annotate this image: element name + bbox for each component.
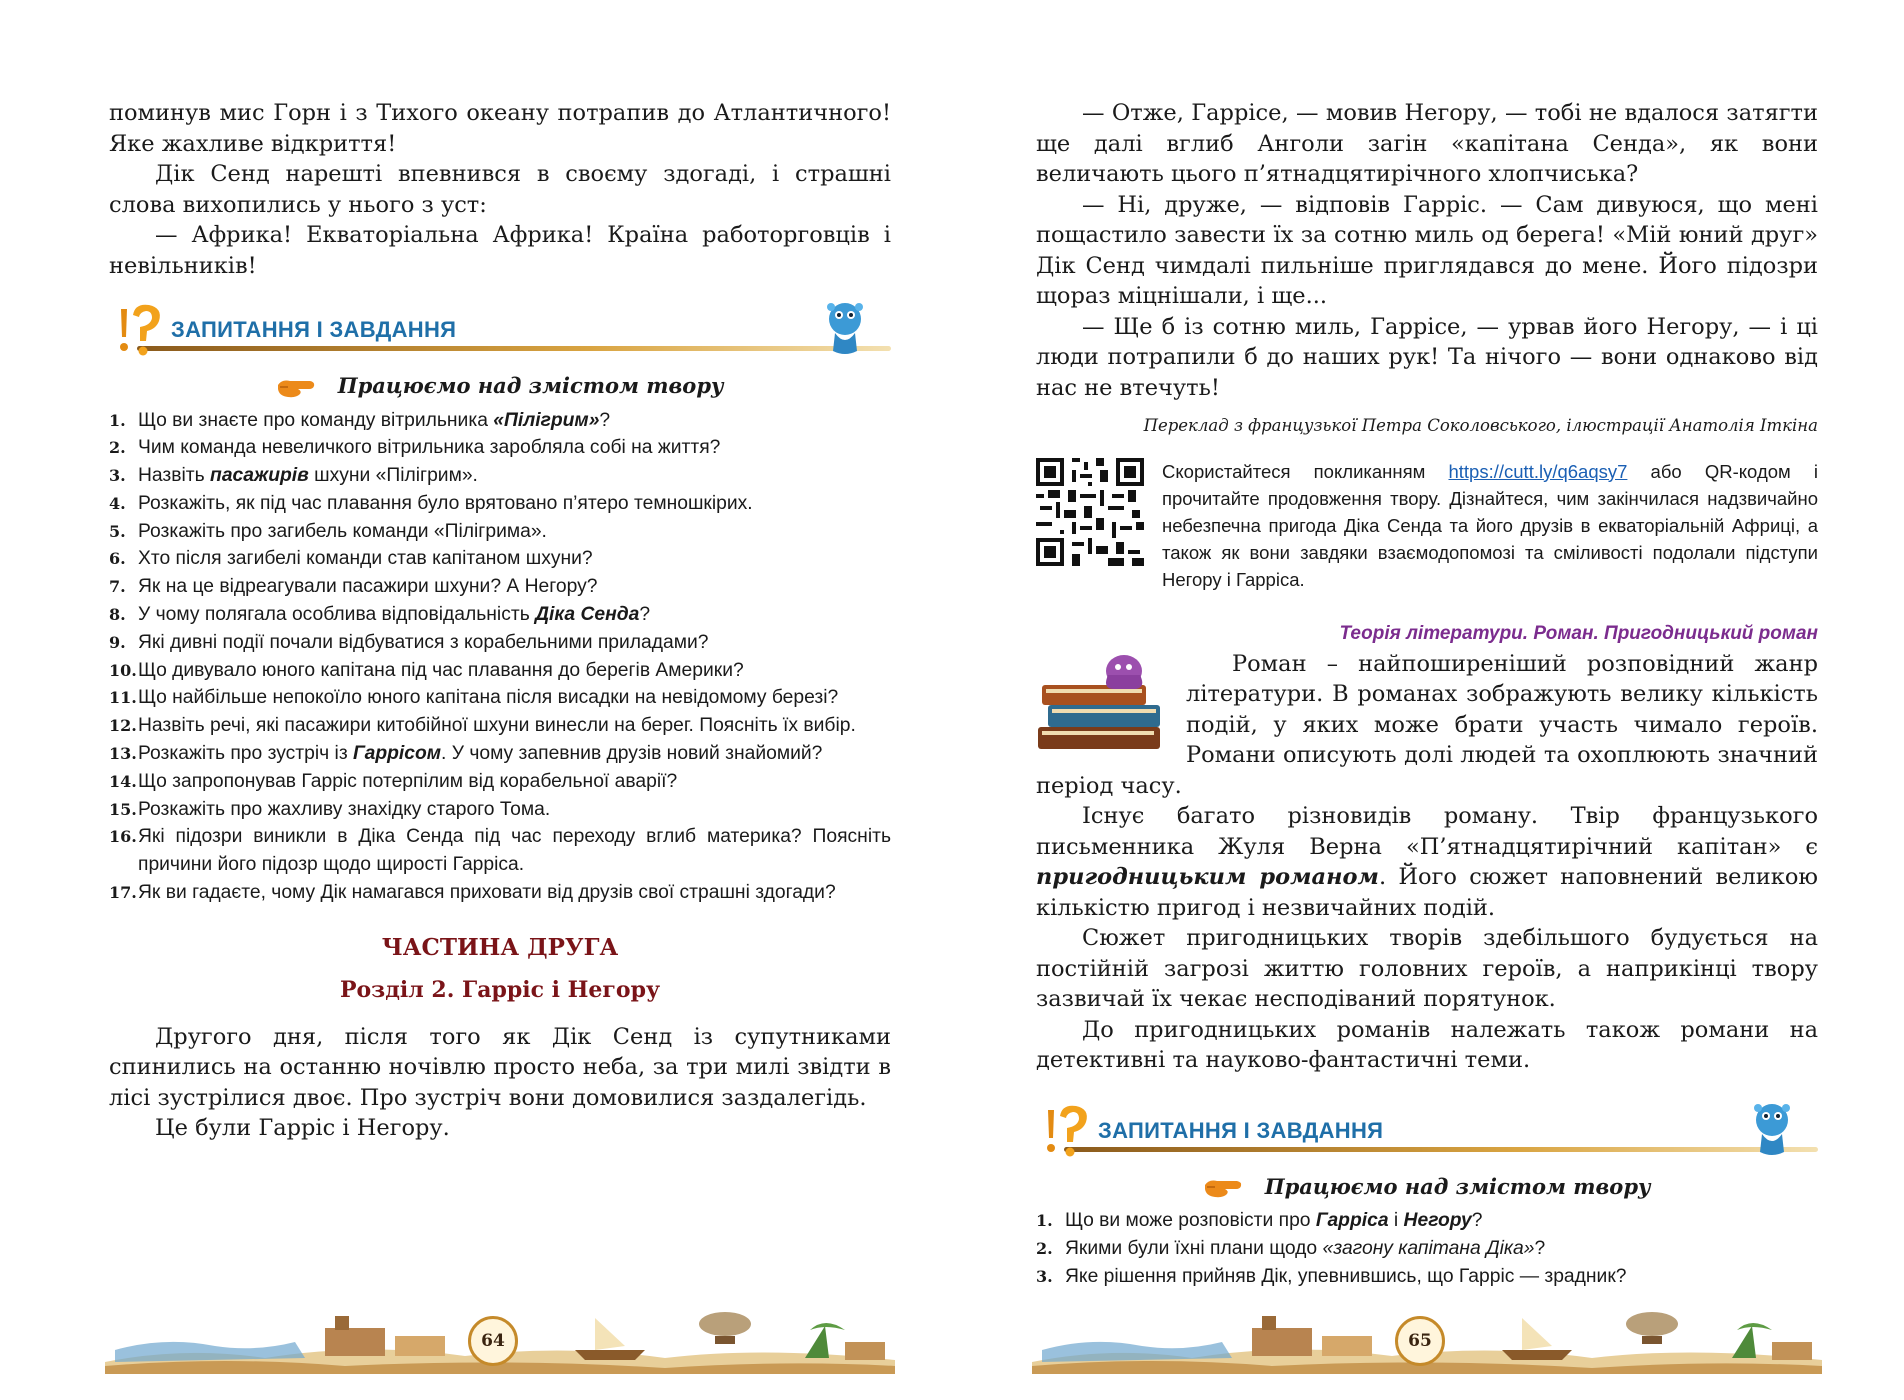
subheader	[109, 373, 891, 399]
question-item	[109, 434, 891, 462]
question-item	[1036, 1263, 1818, 1291]
question-number: 11.	[109, 688, 137, 708]
question-item	[109, 545, 891, 573]
chapter-text	[109, 1022, 891, 1144]
question-text: Які підозри виникли в Діка Сенда під час переходу вглиб материка? Поясніть причини його підозр щодо щирості Гарріса.	[138, 826, 891, 876]
header-underline	[137, 346, 891, 351]
text: Існує багато різновидів роману. Твір французького письменника Жуля Верна «П’ятнадцятирічний капітан» є	[1036, 803, 1818, 860]
dialogue-text	[1036, 98, 1818, 403]
paragraph: Другого дня, після того як Дік Сенд із супутниками спинились на останню ночівлю просто неба, за три милі звідти в лісі зустрілися двоє. Про зустріч вони домовилися заздалегідь.	[109, 1023, 891, 1111]
question-exclamation-icon	[113, 301, 171, 363]
question-text: Що ви знаєте про команду вітрильника	[138, 409, 494, 431]
question-item	[109, 740, 891, 768]
question-text: . У чому запевнив друзів новий знайомий?	[441, 743, 823, 765]
question-text: Хто після загибелі команди став капітаном шхуни?	[138, 548, 593, 570]
question-number: 15.	[109, 799, 137, 819]
question-emphasis: Гаррісом	[353, 743, 441, 765]
question-number: 12.	[109, 716, 137, 736]
question-text: і	[1388, 1210, 1404, 1231]
part-title: ЧАСТИНА ДРУГА	[381, 933, 619, 961]
question-text: Як на це відреагували пасажири шхуни? А Негору?	[138, 576, 598, 598]
paragraph	[1036, 801, 1818, 923]
question-text: Назвіть	[138, 465, 211, 487]
question-number: 1.	[109, 410, 126, 430]
qr-text-end: або QR-кодом і прочитайте продовження твору. Дізнайтеся, чим закінчилася надзвичайно небезпечна пригода Діка Сенда та його друзів в екваторіальній Африці, а також як вони завдяки взаємодопомозі та сміливості подолали підступи Негору і Гарріса.	[1162, 460, 1818, 590]
question-text: Назвіть речі, які пасажири китобійної шхуни винесли на берег. Поясніть їх вибір.	[138, 715, 856, 737]
subheader	[1036, 1174, 1818, 1200]
question-text: Чим команда невеличкого вітрильника заробляла собі на життя?	[138, 437, 721, 459]
paragraph: Роман – найпоширеніший розповідний жанр літератури. В романах зображують велику кількість подій, у яких може брати участь чимало героїв. Романи описують долі людей та охоплюють значний період часу.	[1036, 650, 1818, 799]
left-page	[109, 98, 891, 1144]
question-number: 4.	[109, 493, 126, 513]
books-icon	[1032, 649, 1172, 759]
question-text: Розкажіть про загибель команди «Пілігрима».	[138, 520, 547, 542]
paragraph: До пригодницьких романів належать також романи на детективні та науково-фантастичні теми.	[1036, 1016, 1818, 1073]
question-text: Що найбільше непокоїло юного капітана після висадки на невідомому березі?	[138, 687, 839, 709]
question-text: Які дивні події почали відбуватися з корабельними приладами?	[138, 631, 709, 653]
question-item	[109, 462, 891, 490]
question-item	[109, 490, 891, 518]
paragraph: поминув мис Горн і з Тихого океану потрапив до Атлантичного! Яке жахливе відкриття!	[109, 100, 891, 157]
questions-header-title: ЗАПИТАННЯ І ЗАВДАННЯ	[1098, 1117, 1384, 1143]
question-text: ?	[1534, 1237, 1546, 1259]
paragraph: — Отже, Гаррісе, — мовив Негору, — тобі не вдалося затягти ще далі вглиб Анголи загін «капітана Сенда», як вони величають цього п’ятнадцятирічного хлопчиська?	[1036, 100, 1818, 187]
question-text: ?	[639, 604, 651, 626]
questions-list	[109, 407, 891, 907]
question-text: ?	[599, 409, 611, 431]
question-number: 2.	[1036, 1238, 1053, 1258]
question-exclamation-icon	[1040, 1102, 1098, 1164]
subheader-text: Працюємо над змістом твору	[337, 373, 724, 398]
theory-text	[1036, 649, 1818, 1076]
question-text: Якими були їхні плани щодо	[1065, 1237, 1323, 1259]
question-item	[109, 684, 891, 712]
question-number: 17.	[109, 883, 137, 903]
question-item	[109, 629, 891, 657]
qr-code-icon[interactable]	[1036, 458, 1144, 566]
paragraph: — Ні, друже, — відповів Гарріс. — Сам дивуюся, що мені пощастило завести їх за сотню миль од берега! «Мій юний друг» Дік Сенд чимдалі пильніше приглядався до мене. Його підозри щораз міцнішали, і ще...	[1036, 191, 1818, 309]
question-number: 16.	[109, 827, 137, 847]
question-item	[109, 601, 891, 629]
question-number: 9.	[109, 632, 126, 652]
question-number: 8.	[109, 605, 126, 625]
question-text: Яке рішення прийняв Дік, упевнившись, що Гарріс — зрадник?	[1065, 1265, 1627, 1287]
question-item	[109, 573, 891, 601]
question-emphasis: «Пілігрим»	[493, 409, 600, 431]
question-emphasis: пасажирів	[210, 465, 309, 487]
question-item	[1036, 1235, 1818, 1263]
question-number: 14.	[109, 771, 137, 791]
questions-header	[109, 301, 891, 363]
question-text: ?	[1471, 1210, 1483, 1231]
mascot-icon	[1748, 1098, 1796, 1158]
question-item	[109, 768, 891, 796]
translation-credit: Переклад з французької Петра Соколовського, ілюстрації Анатолія Іткіна	[1143, 416, 1818, 435]
theory-title: Теорія літератури. Роман. Пригодницький роман	[1339, 622, 1818, 644]
question-number: 6.	[109, 549, 126, 569]
question-text: Розкажіть про зустріч із	[138, 743, 354, 765]
paragraph: — Ще б із сотню миль, Гаррісе, — урвав його Негору, — і ці люди потрапили б до наших рук! Та нічого — вони однаково від нас не втечуть!	[1036, 313, 1818, 401]
question-emphasis: «загону капітана Діка»	[1322, 1237, 1535, 1259]
header-underline	[1064, 1147, 1818, 1152]
question-emphasis: Діка Сенда	[535, 604, 640, 626]
question-number: 3.	[109, 466, 126, 486]
question-number: 5.	[109, 521, 126, 541]
questions-header-title: ЗАПИТАННЯ І ЗАВДАННЯ	[171, 317, 457, 342]
paragraph: Це були Гарріс і Негору.	[155, 1115, 450, 1142]
footer-decoration-left	[105, 1306, 895, 1374]
footer-decoration-right	[1032, 1306, 1822, 1374]
pointing-hand-icon	[276, 377, 316, 399]
question-item	[109, 657, 891, 685]
paragraph: Сюжет пригодницьких творів здебільшого будується на постійній загрозі життю головних героїв, а наприкінці твору зазвичай їх чекає несподіваний порятунок.	[1036, 925, 1818, 1012]
page-number: 64	[468, 1316, 518, 1366]
question-item	[109, 823, 891, 879]
question-emphasis: Негору	[1403, 1210, 1472, 1231]
section-title: Розділ 2. Гарріс і Негору	[339, 977, 661, 1004]
question-text: Розкажіть, як під час плавання було врятовано п’ятеро темношкірих.	[138, 492, 753, 514]
question-number: 1.	[1036, 1211, 1053, 1230]
questions-header	[1036, 1102, 1818, 1164]
question-item	[109, 712, 891, 740]
question-text: Що ви може розповісти про	[1065, 1210, 1316, 1231]
question-text: Як ви гадаєте, чому Дік намагався приховати від друзів свої страшні здогади?	[138, 882, 836, 904]
question-number: 7.	[109, 577, 126, 597]
right-page	[1036, 98, 1818, 1290]
pointing-hand-icon	[1203, 1177, 1243, 1199]
question-item	[109, 879, 891, 907]
question-text: Що запропонував Гарріс потерпілим від корабельної аварії?	[138, 770, 678, 792]
text: . Його сюжет наповнений великою кількістю пригод і незвичайних подій.	[1036, 864, 1818, 921]
question-emphasis: Гарріса	[1315, 1210, 1389, 1231]
qr-text	[1162, 458, 1818, 593]
question-text: Розкажіть про жахливу знахідку старого Тома.	[138, 798, 551, 820]
question-text: Що дивувало юного капітана під час плавання до берегів Америки?	[138, 659, 744, 681]
question-number: 10.	[109, 660, 137, 680]
question-item	[109, 796, 891, 824]
emphasis: пригодницьким романом	[1036, 864, 1379, 890]
paragraph: — Африка! Екваторіальна Африка! Країна работорговців і невільників!	[109, 222, 891, 279]
continuation-link[interactable]: https://cutt.ly/q6aqsy7	[1448, 460, 1628, 482]
qr-text-start: Скористайтеся покликанням	[1162, 460, 1449, 482]
question-number: 3.	[1036, 1266, 1053, 1286]
intro-text	[109, 98, 891, 281]
question-text: У чому полягала особлива відповідальність	[138, 604, 536, 626]
page-number: 65	[1395, 1316, 1445, 1366]
paragraph: Дік Сенд нарешті впевнився в своєму здогаді, і страшні слова вихопились у нього з уст:	[109, 161, 891, 218]
question-item	[109, 407, 891, 435]
question-item	[1036, 1207, 1818, 1235]
question-number: 13.	[109, 744, 137, 764]
question-item	[109, 518, 891, 546]
questions-list	[1036, 1207, 1818, 1290]
question-text: шхуни «Пілігрим».	[308, 465, 478, 487]
qr-block	[1036, 458, 1818, 593]
question-number: 2.	[109, 438, 126, 458]
mascot-icon	[821, 297, 869, 357]
subheader-text: Працюємо над змістом твору	[1264, 1173, 1651, 1199]
